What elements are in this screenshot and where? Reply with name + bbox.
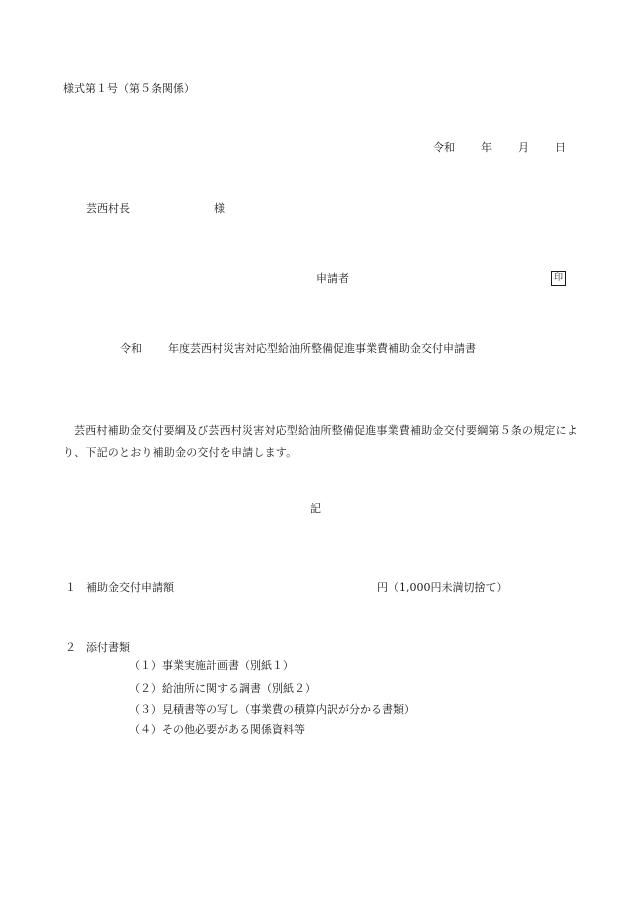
date-year-label: 年 — [481, 141, 492, 154]
attachment-item: （３）見積書等の写し（事業費の積算内訳が分かる書類） — [129, 703, 415, 716]
item1-number: １ — [65, 581, 76, 594]
item2-number: ２ — [65, 641, 76, 654]
date-line — [433, 142, 566, 153]
form-number: 様式第１号（第５条関係） — [63, 82, 195, 95]
date-era: 令和 — [433, 141, 455, 154]
title-era: 令和 — [120, 342, 142, 355]
body-paragraph: 芸西村補助金交付要綱及び芸西村災害対応型給油所整備促進事業費補助金交付要綱第５条の規定により、下記のとおり補助金の交付を申請します。 — [63, 424, 578, 459]
ki-heading: 記 — [310, 502, 321, 515]
item1-unit: 円（1,000円未満切捨て） — [377, 581, 508, 594]
addressee-name: 芸西村長 — [86, 202, 130, 215]
attachment-item: （１）事業実施計画書（別紙１） — [129, 659, 294, 672]
item1-label: 補助金交付申請額 — [86, 581, 174, 594]
seal-mark: 印 — [551, 271, 566, 286]
title-text: 年度芸西村災害対応型給油所整備促進事業費補助金交付申請書 — [168, 342, 476, 355]
date-month-label: 月 — [518, 141, 529, 154]
document-title — [120, 343, 476, 354]
attachment-item: （２）給油所に関する調書（別紙２） — [129, 682, 316, 695]
date-day-label: 日 — [555, 141, 566, 154]
applicant-label: 申請者 — [316, 272, 349, 285]
attachment-item: （４）その他必要がある関係資料等 — [129, 723, 305, 736]
addressee-honorific: 様 — [214, 202, 225, 215]
item2-label: 添付書類 — [86, 641, 130, 654]
